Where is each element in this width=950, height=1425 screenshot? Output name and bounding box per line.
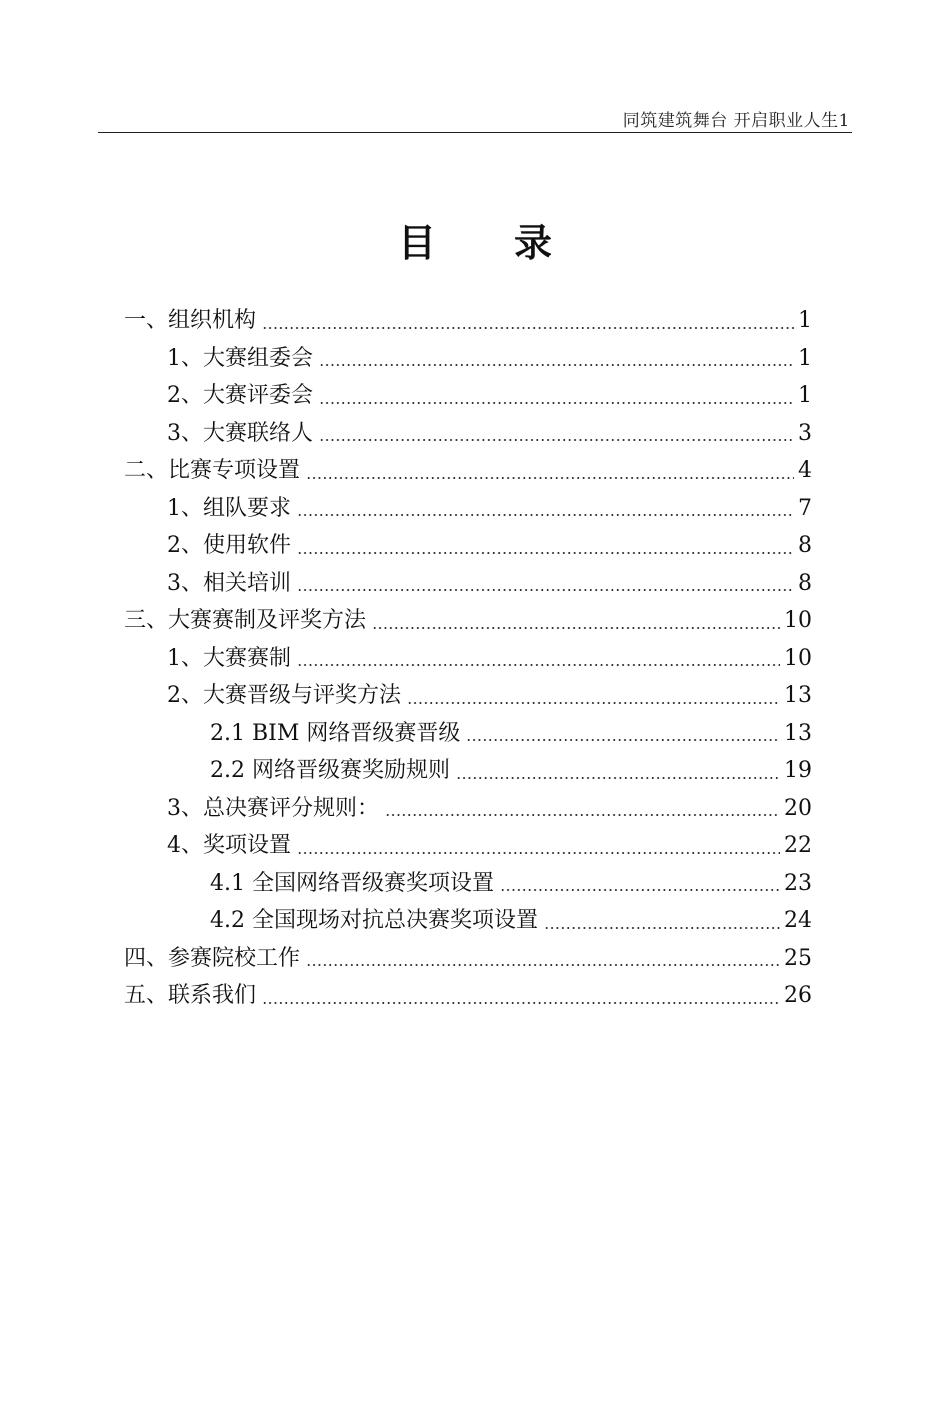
toc-entry[interactable] [124, 302, 812, 340]
toc-entry-title: 4.1 全国网络晋级赛奖项设置 [210, 870, 494, 896]
toc-entry-title: 1、组队要求 [167, 495, 291, 521]
dot-leader [262, 1002, 780, 1004]
toc-entry-title: 一、组织机构 [124, 308, 257, 333]
toc-entry-title: 四、参赛院校工作 [124, 945, 301, 971]
toc-entry-page: 1 [798, 383, 812, 408]
toc-entry[interactable] [124, 827, 812, 865]
toc-entry[interactable] [124, 677, 812, 715]
toc-entry-page: 24 [784, 908, 812, 933]
dot-leader [262, 327, 794, 329]
toc-entry[interactable] [124, 715, 812, 753]
toc-entry-page: 4 [798, 458, 812, 483]
toc-entry[interactable] [124, 527, 812, 565]
toc-entry-page: 8 [798, 570, 812, 596]
toc-entry[interactable] [124, 490, 812, 528]
dot-leader [372, 627, 780, 629]
toc-entry-page: 1 [798, 308, 812, 333]
toc-entry-title: 4、奖项设置 [167, 833, 291, 858]
toc-entry-title: 二、比赛专项设置 [124, 458, 301, 483]
toc-entry-title: 3、相关培训 [167, 570, 291, 596]
toc-entry-page: 25 [784, 945, 812, 971]
toc-entry-title: 2、使用软件 [167, 533, 291, 558]
toc-entry-title: 1、大赛组委会 [167, 345, 313, 371]
toc-entry-page: 1 [798, 345, 812, 371]
toc-entry-page: 22 [784, 833, 812, 858]
toc-entry[interactable] [124, 377, 812, 415]
toc-entry[interactable] [124, 752, 812, 790]
toc-entry-page: 20 [784, 795, 812, 821]
toc-entry-page: 13 [784, 683, 812, 708]
toc-entry-title: 2.1 BIM 网络晋级赛晋级 [210, 720, 461, 746]
page-title [0, 212, 950, 267]
dot-leader [407, 702, 780, 704]
toc-entry[interactable] [124, 865, 812, 903]
toc-entry-page: 19 [784, 758, 812, 783]
toc-entry[interactable] [124, 565, 812, 603]
toc-entry[interactable] [124, 452, 812, 490]
title-char-1: 目 [397, 221, 436, 265]
header-text: 同筑建筑舞台 开启职业人生1 [622, 111, 850, 131]
toc-entry-page: 7 [798, 495, 812, 521]
toc-entry[interactable] [124, 902, 812, 940]
dot-leader [297, 852, 780, 854]
dot-leader [306, 477, 794, 479]
toc-entry-title: 3、大赛联络人 [167, 420, 313, 446]
toc-entry[interactable] [124, 602, 812, 640]
toc-list [124, 302, 812, 1015]
toc-entry-page: 13 [784, 720, 812, 746]
toc-entry[interactable] [124, 640, 812, 678]
toc-entry-page: 8 [798, 533, 812, 558]
toc-entry[interactable] [124, 940, 812, 978]
dot-leader [385, 814, 780, 816]
toc-entry[interactable] [124, 977, 812, 1015]
dot-leader [297, 552, 794, 554]
toc-entry-page: 10 [784, 645, 812, 671]
dot-leader [297, 514, 794, 516]
toc-entry[interactable] [124, 415, 812, 453]
dot-leader [297, 664, 780, 666]
toc-entry-page: 23 [784, 870, 812, 896]
toc-entry-title: 三、大赛赛制及评奖方法 [124, 608, 367, 633]
dot-leader [297, 589, 794, 591]
dot-leader [456, 777, 780, 779]
dot-leader [319, 402, 794, 404]
toc-entry-title: 五、联系我们 [124, 983, 257, 1008]
dot-leader [306, 964, 780, 966]
toc-entry-page: 10 [784, 608, 812, 633]
toc-entry[interactable] [124, 790, 812, 828]
title-char-2: 录 [514, 221, 553, 265]
dot-leader [500, 889, 780, 891]
toc-entry-page: 3 [798, 420, 812, 446]
toc-entry-title: 1、大赛赛制 [167, 645, 291, 671]
running-header [98, 104, 852, 133]
toc-entry-page: 26 [784, 983, 812, 1008]
toc-entry-title: 3、总决赛评分规则： [167, 795, 379, 821]
toc-entry[interactable] [124, 340, 812, 378]
dot-leader [319, 439, 794, 441]
toc-entry-title: 2、大赛晋级与评奖方法 [167, 683, 401, 708]
dot-leader [319, 364, 794, 366]
toc-entry-title: 4.2 全国现场对抗总决赛奖项设置 [210, 908, 538, 933]
dot-leader [544, 927, 780, 929]
toc-entry-title: 2、大赛评委会 [167, 383, 313, 408]
toc-entry-title: 2.2 网络晋级赛奖励规则 [210, 758, 450, 783]
dot-leader [466, 739, 780, 741]
